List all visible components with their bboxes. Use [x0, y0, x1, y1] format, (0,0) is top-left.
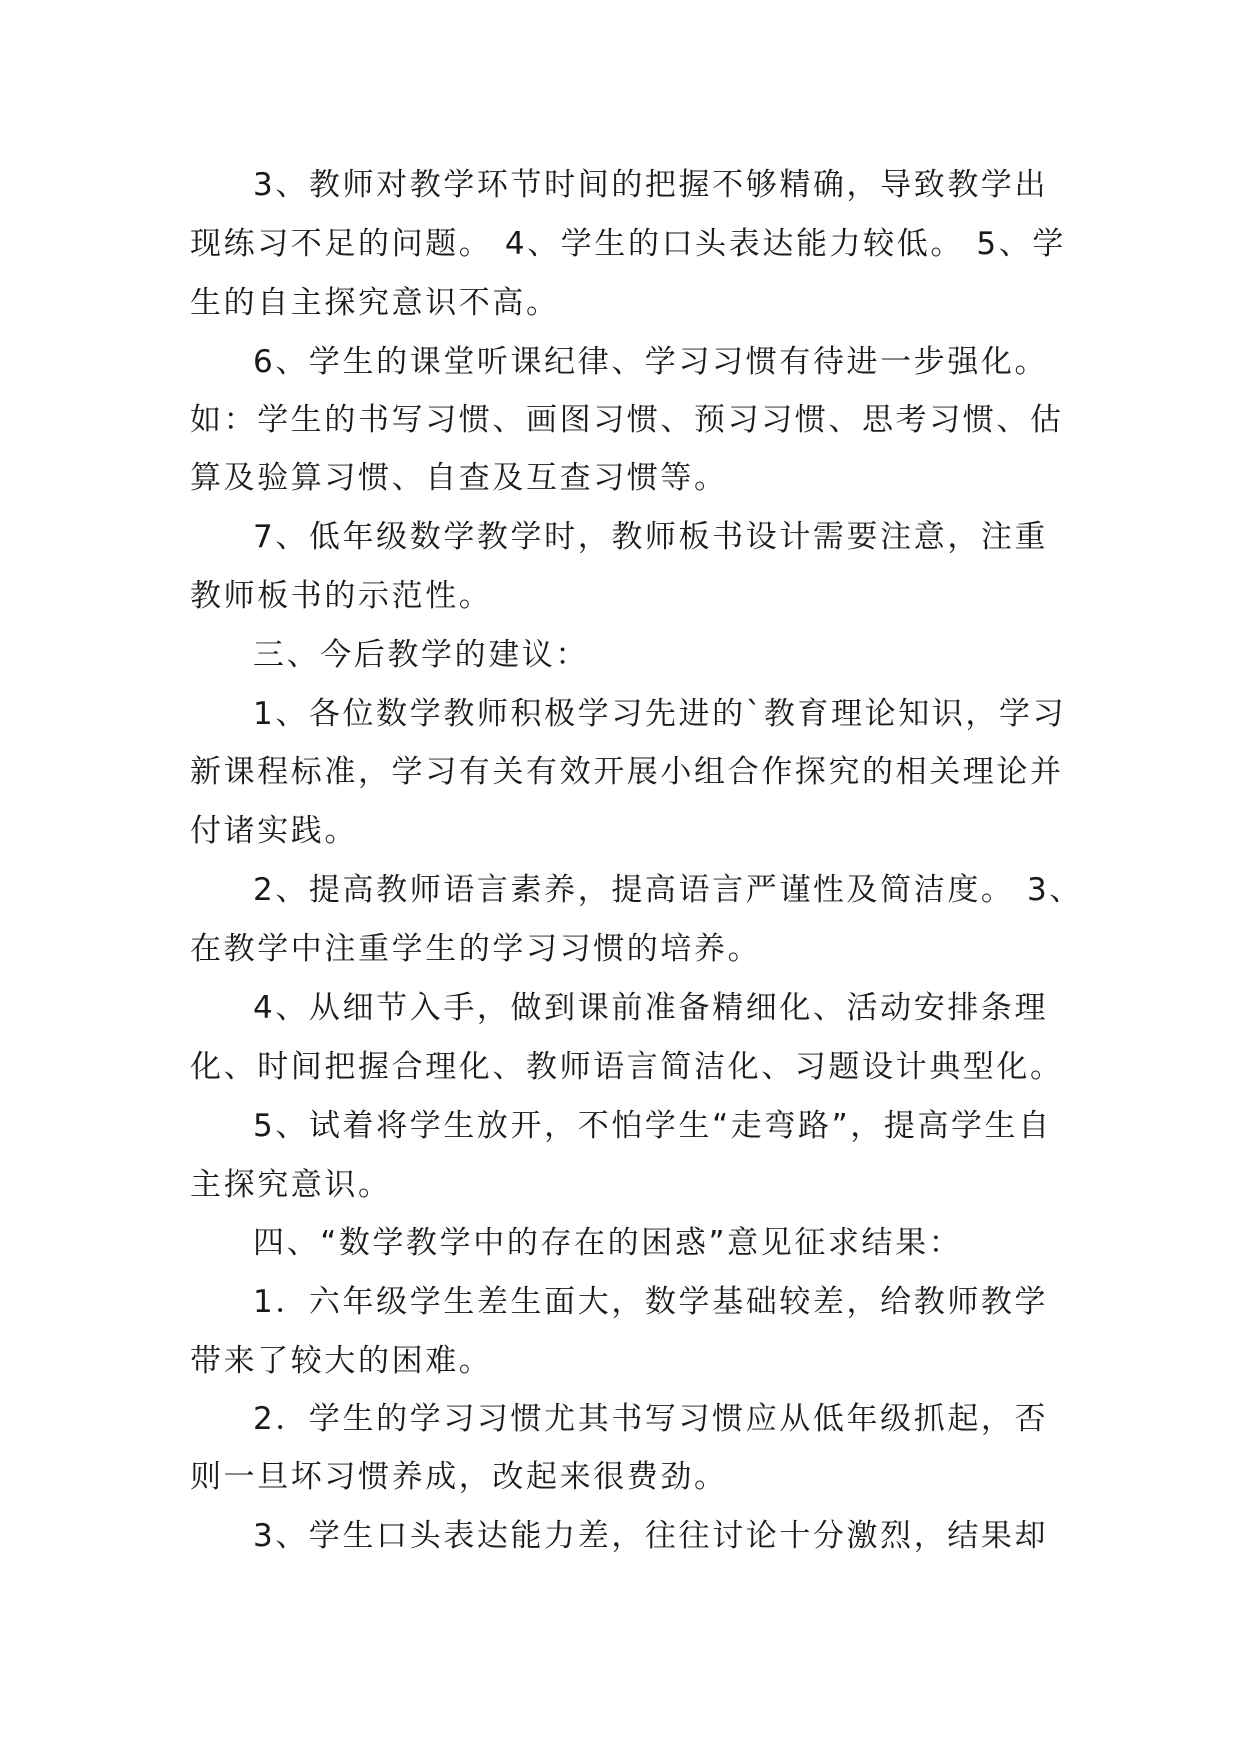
text-line: 现练习不足的问题。 4、学生的口头表达能力较低。 5、学: [190, 226, 1066, 262]
section-heading: 三、今后教学的建议：: [253, 637, 589, 673]
text-line: 3、教师对教学环节时间的把握不够精确，导致教学出: [253, 167, 1049, 203]
text-line: 主探究意识。: [190, 1167, 392, 1203]
text-line: 教师板书的示范性。: [190, 578, 493, 614]
text-line: 6、学生的课堂听课纪律、学习习惯有待进一步强化。: [253, 344, 1049, 380]
text-line: 2．学生的学习习惯尤其书写习惯应从低年级抓起，否: [253, 1401, 1049, 1437]
text-line: 2、提高教师语言素养，提高语言严谨性及简洁度。 3、: [253, 872, 1083, 908]
text-line: 生的自主探究意识不高。: [190, 285, 560, 321]
text-line: 算及验算习惯、自查及互查习惯等。: [190, 460, 728, 496]
section-heading: 四、“数学教学中的存在的困惑”意见征求结果：: [253, 1225, 963, 1261]
text-line: 5、试着将学生放开，不怕学生“走弯路”，提高学生自: [253, 1108, 1052, 1144]
text-line: 3、学生口头表达能力差，往往讨论十分激烈，结果却: [253, 1518, 1049, 1554]
text-line: 如：学生的书写习惯、画图习惯、预习习惯、思考习惯、估: [190, 402, 1064, 438]
text-line: 7、低年级数学教学时，教师板书设计需要注意，注重: [253, 519, 1049, 555]
text-line: 4、从细节入手，做到课前准备精细化、活动安排条理: [253, 990, 1049, 1026]
text-line: 带来了较大的困难。: [190, 1343, 493, 1379]
text-line: 化、时间把握合理化、教师语言简洁化、习题设计典型化。: [190, 1049, 1064, 1085]
text-line: 则一旦坏习惯养成，改起来很费劲。: [190, 1459, 728, 1495]
text-line: 新课程标准，学习有关有效开展小组合作探究的相关理论并: [190, 754, 1064, 790]
text-line: 1、各位数学教师积极学习先进的`教育理论知识，学习: [253, 696, 1067, 732]
text-line: 付诸实践。: [190, 813, 358, 849]
text-line: 在教学中注重学生的学习习惯的培养。: [190, 931, 762, 967]
text-line: 1．六年级学生差生面大，数学基础较差，给教师教学: [253, 1284, 1049, 1320]
